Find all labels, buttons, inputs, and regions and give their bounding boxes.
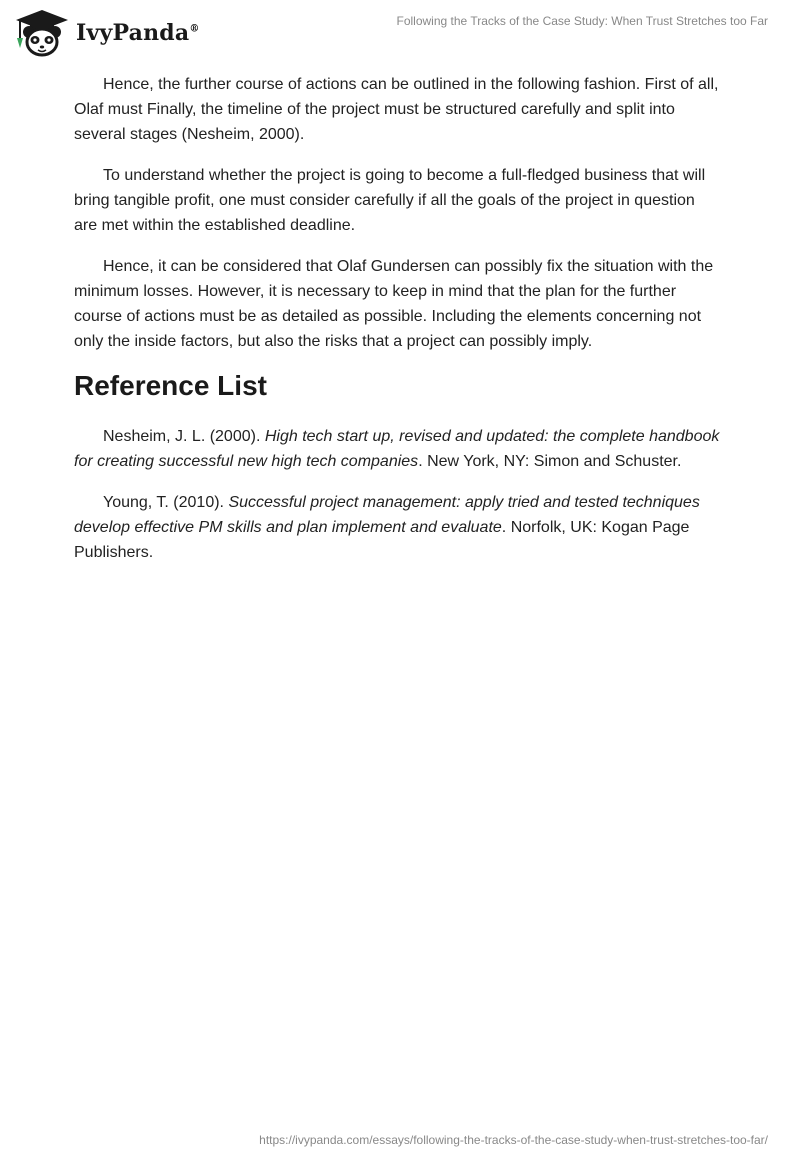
reference-publisher: . Norfolk, UK: Kogan Page Publishers. (74, 519, 690, 561)
reference-item (74, 424, 722, 474)
page-header (0, 0, 800, 64)
reference-title: Successful project management: apply tried and tested techniques develop effective PM skills and plan implement and evaluate (74, 494, 700, 536)
panda-graduation-cap-icon (14, 8, 70, 58)
body-paragraph: To understand whether the project is going to become a full-fledged business that will bring tangible profit, one must consider carefully if all the goals of the project in question are met within the established deadline. (74, 167, 706, 234)
essay-content (74, 72, 722, 581)
document-title: Following the Tracks of the Case Study: When Trust Stretches too Far (396, 14, 768, 28)
body-paragraph: Hence, it can be considered that Olaf Gundersen can possibly fix the situation with the minimum losses. However, it is necessary to keep in mind that the plan for the further course of actions must be as detailed as possible. Including the elements concerning not only the inside factors, but also the risks that a project can possibly imply. (74, 258, 714, 350)
source-url-link[interactable]: https://ivypanda.com/essays/following-the-tracks-of-the-case-study-when-trust-stretches-too-far/ (259, 1133, 768, 1147)
brand-name: IvyPanda® (76, 20, 200, 46)
reference-publisher: . New York, NY: Simon and Schuster. (418, 453, 682, 470)
reference-author: Nesheim, J. L. (2000). (103, 428, 265, 445)
reference-author: Young, T. (2010). (103, 494, 229, 511)
registered-mark: ® (189, 23, 200, 35)
reference-item (74, 490, 722, 565)
body-paragraph: Hence, the further course of actions can be outlined in the following fashion. First of all, Olaf must Finally, the timeline of the project must be structured carefully and split into several stages (Nesheim, 2000). (74, 76, 719, 143)
reference-title: High tech start up, revised and updated: the complete handbook for creating successful new high tech companies (74, 428, 720, 470)
ivypanda-logo[interactable] (14, 8, 200, 58)
reference-list-heading: Reference List (74, 370, 267, 401)
